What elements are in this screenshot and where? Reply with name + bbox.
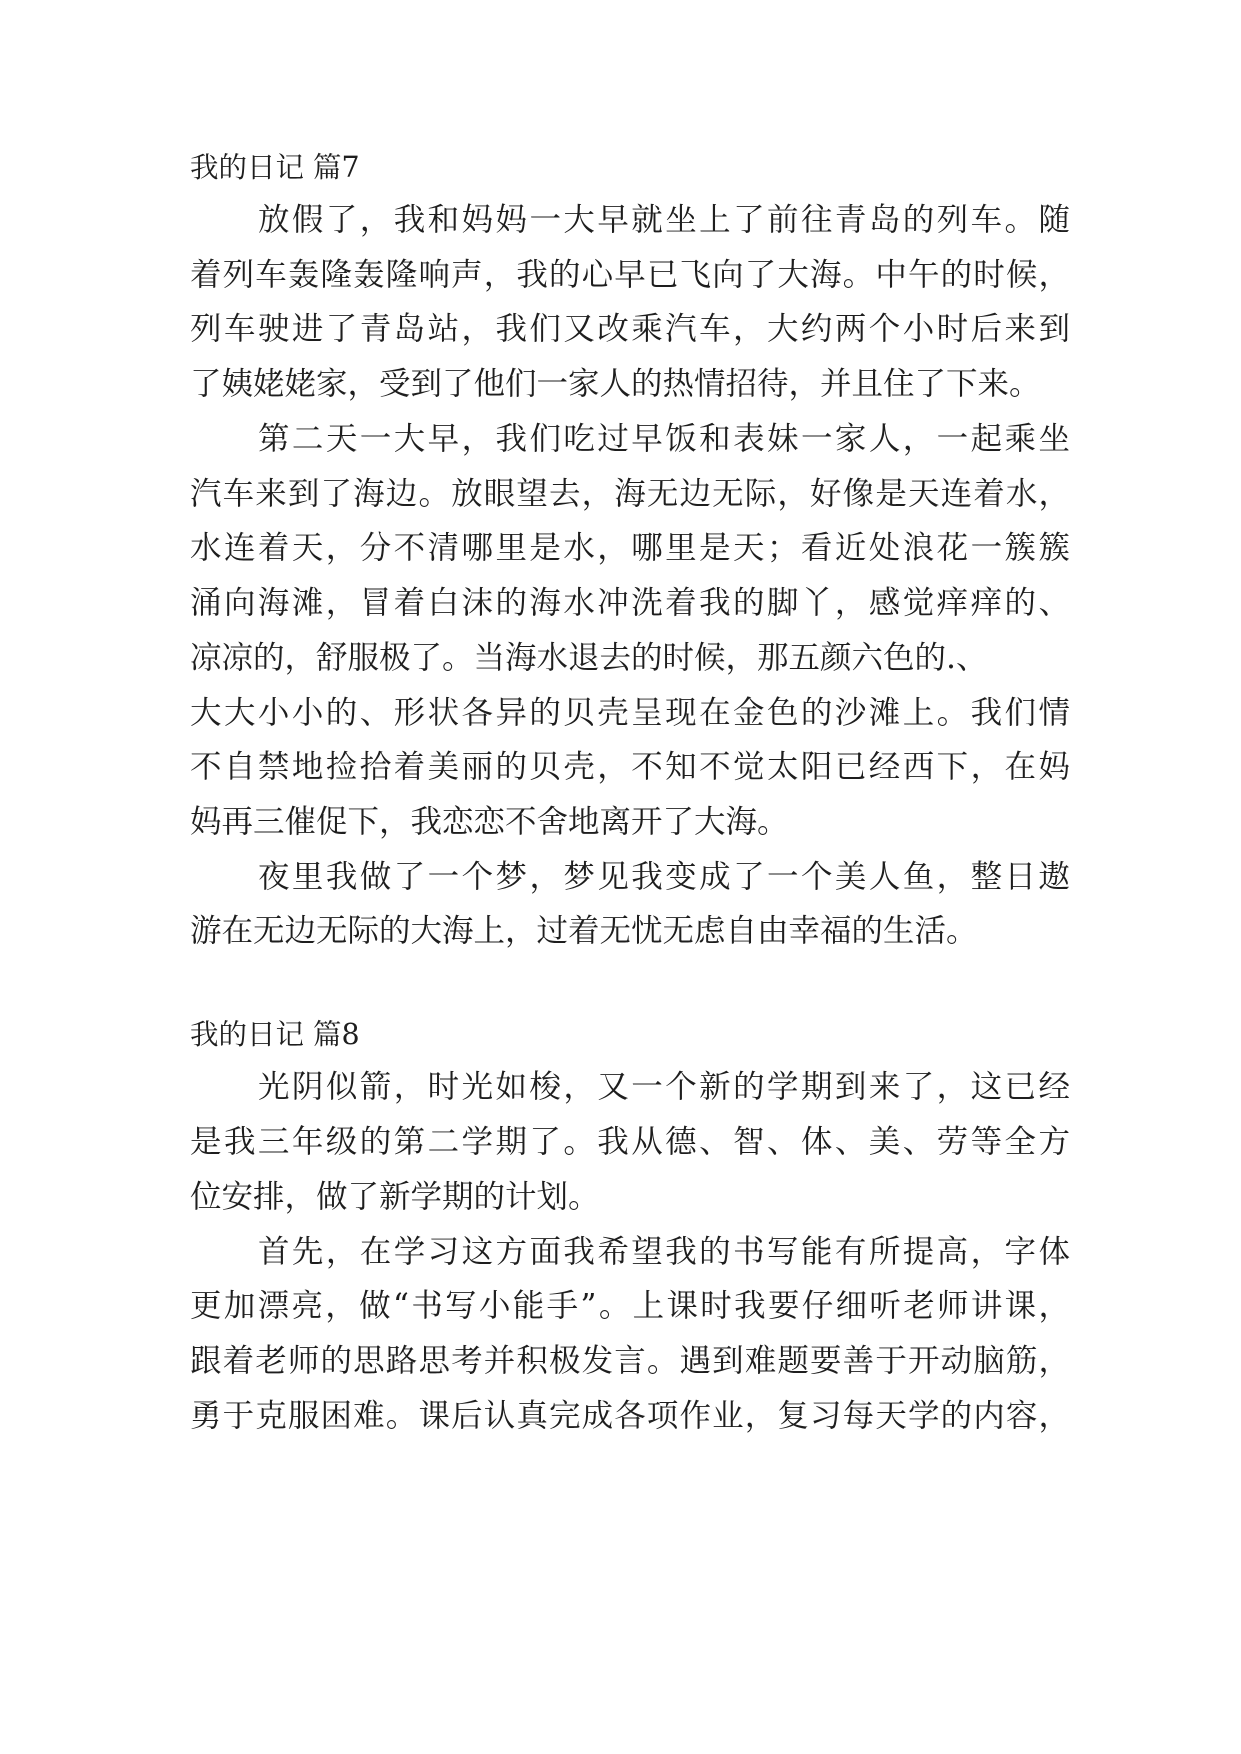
paragraph-line: 水连着天，分不清哪里是水，哪里是天；看近处浪花一簇簇 (190, 530, 1070, 566)
paragraph-line: 了姨姥姥家，受到了他们一家人的热情招待，并且住了下来。 (190, 366, 1041, 402)
paragraph-line: 放假了，我和妈妈一大早就坐上了前往青岛的列车。随 (258, 202, 1070, 238)
paragraph-line: 跟着老师的思路思考并积极发言。遇到难题要善于开动脑筋， (190, 1343, 1070, 1379)
paragraph-line: 第二天一大早，我们吃过早饭和表妹一家人，一起乘坐 (258, 421, 1070, 457)
paragraph-line: 不自禁地捡拾着美丽的贝壳，不知不觉太阳已经西下，在妈 (190, 749, 1070, 785)
paragraph-line: 涌向海滩，冒着白沫的海水冲洗着我的脚丫，感觉痒痒的、 (190, 585, 1070, 621)
paragraph-line: 勇于克服困难。课后认真完成各项作业，复习每天学的内容， (190, 1398, 1070, 1434)
paragraph-line: 光阴似箭，时光如梭，又一个新的学期到来了，这已经 (258, 1069, 1070, 1105)
paragraph-line: 列车驶进了青岛站，我们又改乘汽车，大约两个小时后来到 (190, 311, 1070, 347)
paragraph-line: 夜里我做了一个梦，梦见我变成了一个美人鱼，整日遨 (258, 859, 1070, 895)
paragraph-line: 妈再三催促下，我恋恋不舍地离开了大海。 (190, 804, 789, 840)
paragraph-line: 游在无边无际的大海上，过着无忧无虑自由幸福的生活。 (190, 913, 978, 949)
section-heading: 我的日记 篇8 (190, 1018, 360, 1051)
paragraph-line: 位安排，做了新学期的计划。 (190, 1179, 600, 1215)
paragraph-line: 着列车轰隆轰隆响声，我的心早已飞向了大海。中午的时候， (190, 257, 1070, 293)
paragraph-line: 更加漂亮，做“书写小能手”。上课时我要仔细听老师讲课， (190, 1288, 1070, 1324)
paragraph-line: 是我三年级的第二学期了。我从德、智、体、美、劳等全方 (190, 1124, 1070, 1160)
paragraph-line: 汽车来到了海边。放眼望去，海无边无际，好像是天连着水， (190, 476, 1070, 512)
paragraph-line: 首先，在学习这方面我希望我的书写能有所提高，字体 (258, 1234, 1070, 1270)
section-heading: 我的日记 篇7 (190, 151, 360, 184)
paragraph-line: 大大小小的、形状各异的贝壳呈现在金色的沙滩上。我们情 (190, 695, 1070, 731)
paragraph-line: 凉凉的，舒服极了。当海水退去的时候，那五颜六色的.、 (190, 640, 988, 676)
